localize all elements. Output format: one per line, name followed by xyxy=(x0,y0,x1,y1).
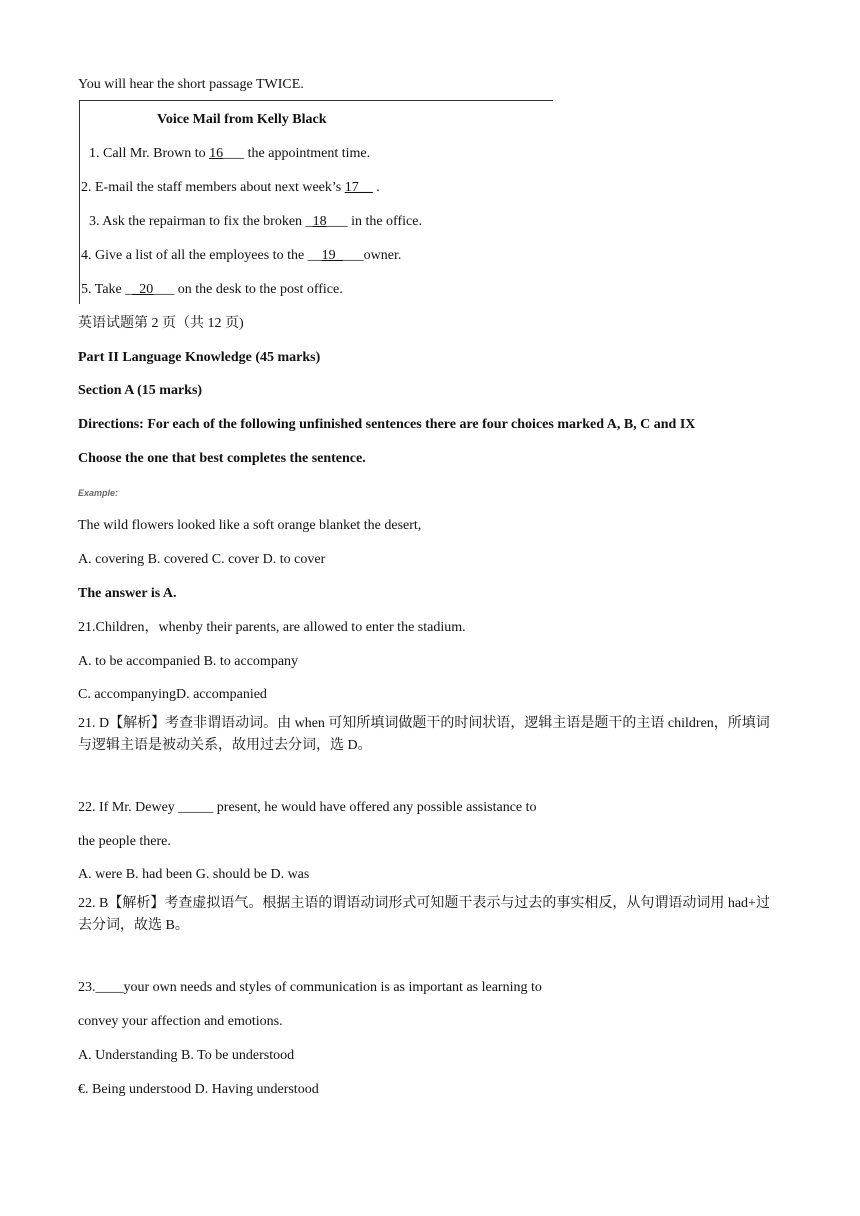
question-stem: 22. If Mr. Dewey _____ present, he would have offered any possible assistance to xyxy=(78,800,537,815)
question-choices: A. were B. had been G. should be D. was xyxy=(78,867,310,882)
question-choices: A. Understanding B. To be understood xyxy=(78,1048,295,1063)
voicemail-item: 2. E-mail the staff members about next week’s 17__ . xyxy=(81,180,380,195)
voicemail-item: 5. Take __20___ on the desk to the post office. xyxy=(81,282,343,297)
answer-analysis: 21. D【解析】考查非谓语动词。由 when 可知所填词做题干的时间状语，逻辑主语是题干的主语 children，所填词与逻辑主语是被动关系，故用过去分词，选 D。 xyxy=(78,716,770,753)
example-choices: A. covering B. covered C. cover D. to cover xyxy=(78,552,326,567)
question-stem: 21.Children，whenby their parents, are allowed to enter the stadium. xyxy=(78,620,466,635)
voicemail-item: 3. Ask the repairman to fix the broken _18___ in the office. xyxy=(89,214,422,229)
voicemail-box-left-border xyxy=(79,100,80,304)
voicemail-item: 1. Call Mr. Brown to 16___ the appointment time. xyxy=(89,146,371,161)
directions-line: Directions: For each of the following unfinished sentences there are four choices marked A, B, C and IX xyxy=(78,417,696,432)
part-title: Part II Language Knowledge (45 marks) xyxy=(78,350,321,365)
section-title: Section A (15 marks) xyxy=(78,383,203,398)
listening-instruction: You will hear the short passage TWICE. xyxy=(78,77,304,92)
question-choices: €. Being understood D. Having understood xyxy=(78,1082,319,1097)
question-stem: convey your affection and emotions. xyxy=(78,1014,283,1029)
question-stem: the people there. xyxy=(78,834,171,849)
page-number-note: 英语试题第 2 页（共 12 页) xyxy=(78,316,244,331)
voicemail-title: Voice Mail from Kelly Black xyxy=(157,112,327,127)
example-answer: The answer is A. xyxy=(78,586,177,601)
question-choices: A. to be accompanied B. to accompany xyxy=(78,654,299,669)
voicemail-box-top-border xyxy=(79,100,553,101)
example-label: Example: xyxy=(78,488,119,498)
answer-analysis: 22. B【解析】考查虚拟语气。根据主语的谓语动词形式可知题干表示与过去的事实相反，从句谓语动词用 had+过去分词，故选 B。 xyxy=(78,896,770,933)
question-choices: C. accompanyingD. accompanied xyxy=(78,687,267,702)
directions-line: Choose the one that best completes the sentence. xyxy=(78,451,366,466)
question-stem: 23.____your own needs and styles of communication is as important as learning to xyxy=(78,980,542,995)
example-sentence: The wild flowers looked like a soft orange blanket the desert, xyxy=(78,518,422,533)
voicemail-item: 4. Give a list of all the employees to the __19____owner. xyxy=(81,248,402,263)
